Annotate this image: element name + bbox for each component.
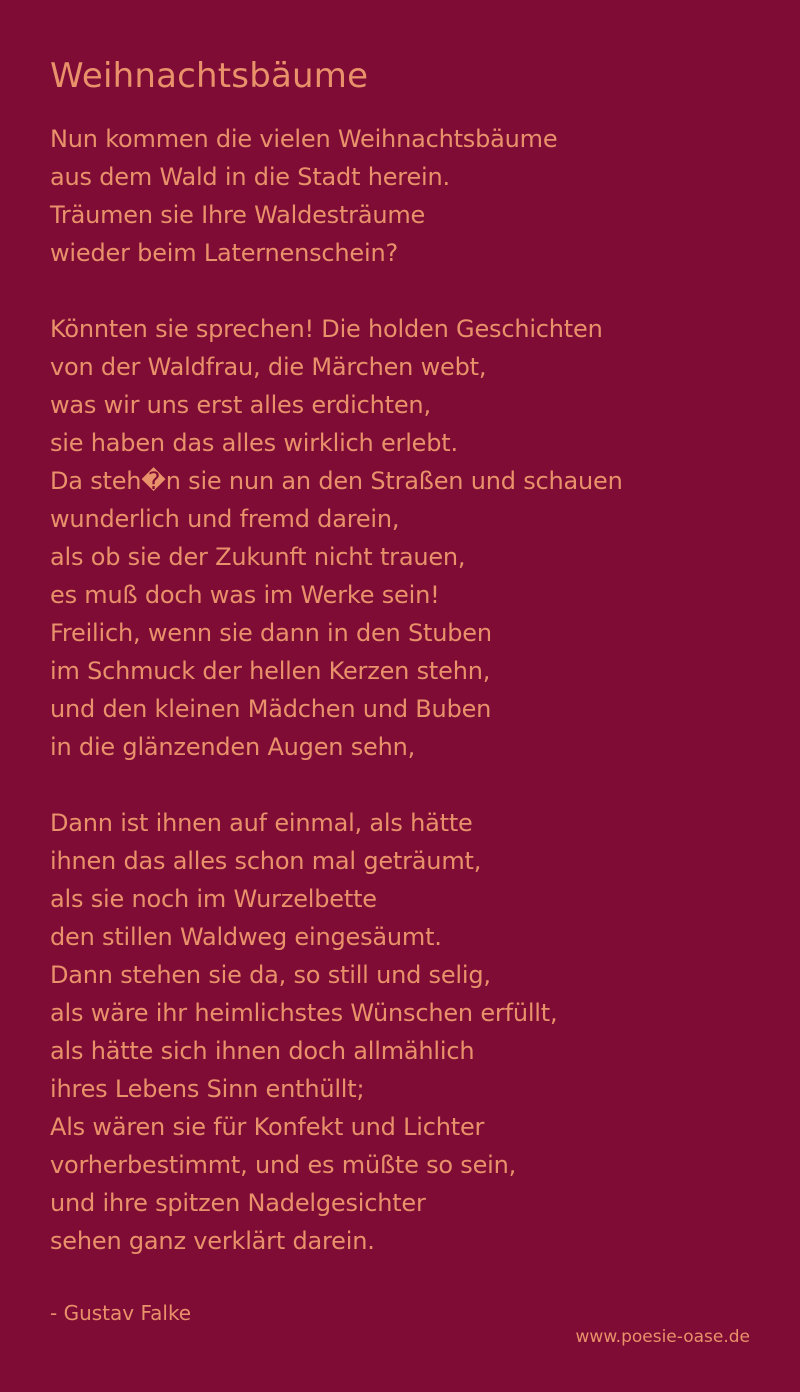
poem-line: Als wären sie für Konfekt und Lichter: [50, 1113, 485, 1141]
site-url: www.poesie-oase.de: [575, 1327, 750, 1347]
stanza-1: [50, 120, 770, 272]
poem-line: als wäre ihr heimlichstes Wünschen erfüllt,: [50, 999, 558, 1027]
poem-line: ihnen das alles schon mal geträumt,: [50, 847, 482, 875]
poem-line: wieder beim Laternenschein?: [50, 239, 399, 267]
poem-line: als sie noch im Wurzelbette: [50, 885, 377, 913]
poem-line: was wir uns erst alles erdichten,: [50, 391, 431, 419]
poem-line: und den kleinen Mädchen und Buben: [50, 695, 492, 723]
stanza-2: [50, 310, 770, 766]
poem-line: Träumen sie Ihre Waldesträume: [50, 201, 426, 229]
poem-line: Könnten sie sprechen! Die holden Geschichten: [50, 315, 603, 343]
poem-line: es muß doch was im Werke sein!: [50, 581, 440, 609]
poem-line: sehen ganz verklärt darein.: [50, 1227, 375, 1255]
poem-line: in die glänzenden Augen sehn,: [50, 733, 416, 761]
poem-line: Nun kommen die vielen Weihnachtsbäume: [50, 125, 558, 153]
poem-line: als ob sie der Zukunft nicht trauen,: [50, 543, 466, 571]
poem: [50, 52, 770, 1328]
poem-line: im Schmuck der hellen Kerzen stehn,: [50, 657, 491, 685]
poem-line: wunderlich und fremd darein,: [50, 505, 400, 533]
poem-line: aus dem Wald in die Stadt herein.: [50, 163, 450, 191]
poem-line: von der Waldfrau, die Märchen webt,: [50, 353, 487, 381]
poem-line: Da steh�n sie nun an den Straßen und schauen: [50, 467, 623, 495]
poem-line: Dann stehen sie da, so still und selig,: [50, 961, 491, 989]
poem-line: und ihre spitzen Nadelgesichter: [50, 1189, 426, 1217]
poem-author: - Gustav Falke: [50, 1301, 192, 1325]
poem-line: vorherbestimmt, und es müßte so sein,: [50, 1151, 517, 1179]
poem-line: ihres Lebens Sinn enthüllt;: [50, 1075, 365, 1103]
poem-title: Weihnachtsbäume: [50, 56, 369, 96]
poem-line: Freilich, wenn sie dann in den Stuben: [50, 619, 492, 647]
poem-line: Dann ist ihnen auf einmal, als hätte: [50, 809, 473, 837]
poem-line: den stillen Waldweg eingesäumt.: [50, 923, 442, 951]
poem-line: sie haben das alles wirklich erlebt.: [50, 429, 458, 457]
poem-line: als hätte sich ihnen doch allmählich: [50, 1037, 475, 1065]
stanza-3: [50, 804, 770, 1260]
